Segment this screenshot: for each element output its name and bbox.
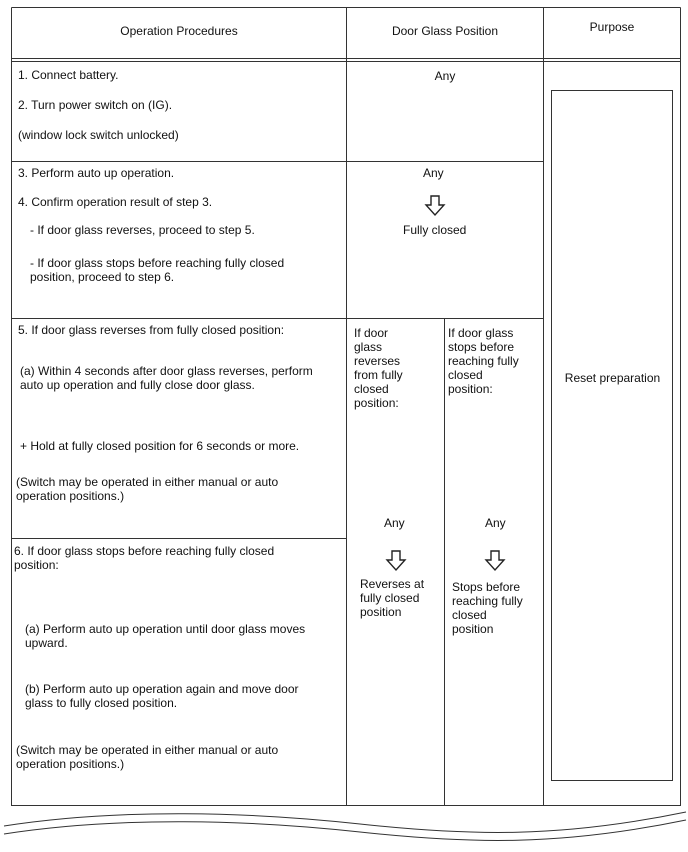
step-5-a-line1: (a) Within 4 seconds after door glass reverses, perform: [20, 364, 313, 378]
down-arrow-icon: [385, 550, 407, 572]
header-door-glass-position: Door Glass Position: [391, 24, 499, 38]
step-4-bullet-stops-line2: position, proceed to step 6.: [30, 270, 175, 284]
pos-left-line-2: glass: [354, 340, 383, 354]
step-5-a-line2: auto up operation and fully close door glass.: [20, 378, 255, 392]
pos-left-line-1: If door: [354, 326, 389, 340]
step-4-bullet-reverses: - If door glass reverses, proceed to step 5.: [30, 223, 255, 237]
step-6-title-line1: 6. If door glass stops before reaching fully closed: [14, 544, 275, 558]
down-arrow-icon: [484, 550, 506, 572]
down-arrow-icon: [424, 195, 446, 217]
step-5-title: 5. If door glass reverses from fully closed position:: [18, 323, 285, 337]
step-6-b-line2: glass to fully closed position.: [25, 696, 178, 710]
pos-left-to-line-2: fully closed: [360, 591, 420, 605]
pos-left-line-4: from fully: [354, 368, 403, 382]
pos-left-line-3: reverses: [354, 354, 401, 368]
pos-right-line-2: stops before: [448, 340, 515, 354]
pos-left-line-5: closed: [354, 382, 389, 396]
step-3: 3. Perform auto up operation.: [18, 166, 175, 180]
pos-left-to-line-1: Reverses at: [360, 577, 425, 591]
pos-right-to-line-3: closed: [452, 608, 487, 622]
pos-right-line-1: If door glass: [448, 326, 514, 340]
step-6-a-line1: (a) Perform auto up operation until door glass moves: [25, 622, 306, 636]
step-6-note-line1: (Switch may be operated in either manual or auto: [16, 743, 279, 757]
step-1: 1. Connect battery.: [18, 68, 119, 82]
purpose-text: Reset preparation: [564, 371, 661, 385]
pos-left-from: Any: [384, 516, 405, 530]
pos-right-to-line-4: position: [452, 622, 494, 636]
pos-right-line-5: position:: [448, 382, 493, 396]
pos-right-line-3: reaching fully: [448, 354, 519, 368]
pos-right-to-line-1: Stops before: [452, 580, 521, 594]
step-6-title-line2: position:: [14, 558, 59, 572]
step-5-hold: + Hold at fully closed position for 6 seconds or more.: [20, 439, 300, 453]
pos-right-to-line-2: reaching fully: [452, 594, 523, 608]
step-2: 2. Turn power switch on (IG).: [18, 98, 173, 112]
step-2-note: (window lock switch unlocked): [18, 128, 179, 142]
header-operation-procedures: Operation Procedures: [120, 24, 238, 38]
pos-right-line-4: closed: [448, 368, 483, 382]
step-4: 4. Confirm operation result of step 3.: [18, 195, 213, 209]
pos-left-line-6: position:: [354, 396, 399, 410]
step-6-note-line2: operation positions.): [16, 757, 125, 771]
block2-position-to: Fully closed: [403, 223, 467, 237]
block2-position-from: Any: [423, 166, 444, 180]
step-6-b-line1: (b) Perform auto up operation again and move door: [25, 682, 299, 696]
step-5-note-line1: (Switch may be operated in either manual or auto: [16, 475, 279, 489]
step-4-bullet-stops-line1: - If door glass stops before reaching fully closed: [30, 256, 285, 270]
step-5-note-line2: operation positions.): [16, 489, 125, 503]
pos-right-from: Any: [485, 516, 506, 530]
pos-left-to-line-3: position: [360, 605, 402, 619]
header-purpose: Purpose: [589, 20, 635, 34]
step-6-a-line2: upward.: [25, 636, 68, 650]
block1-position: Any: [434, 69, 456, 83]
